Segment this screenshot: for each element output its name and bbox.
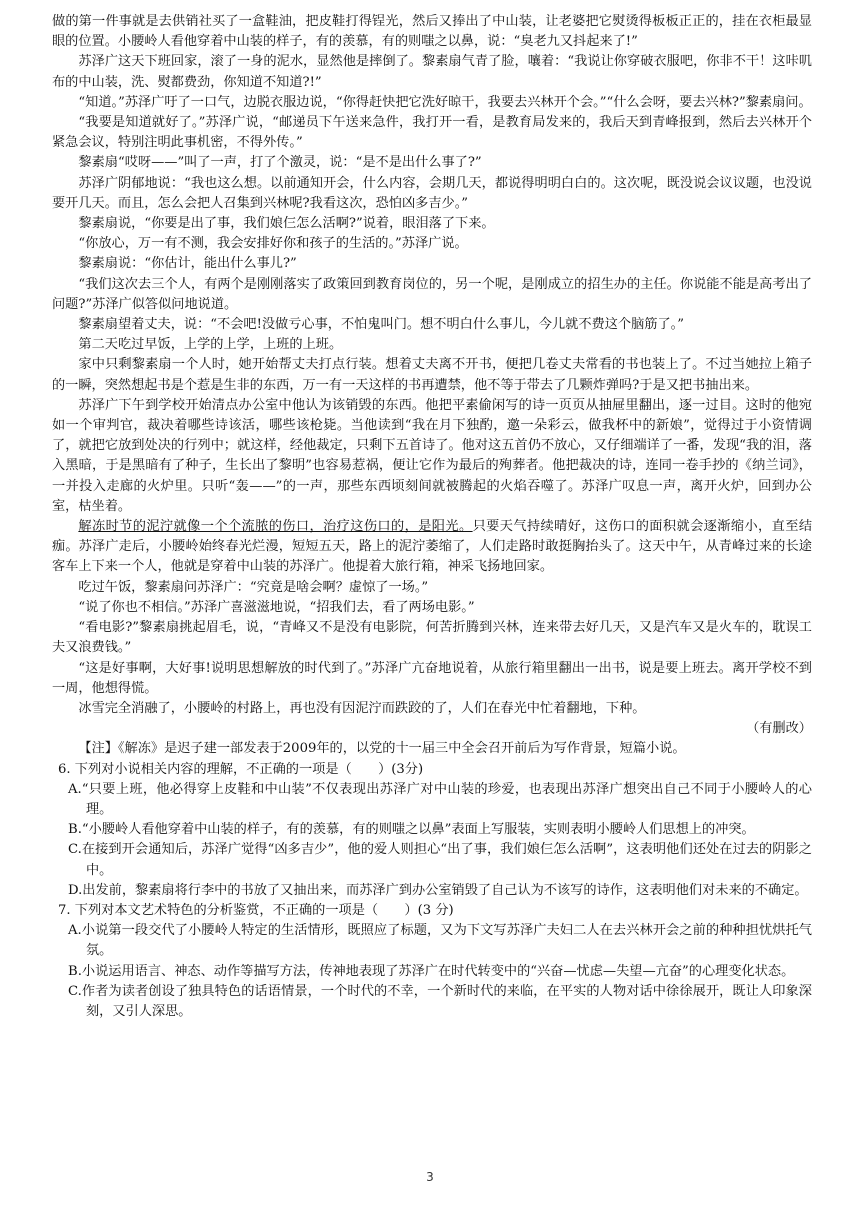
question-stem: 7. 下列对本文艺术特色的分析鉴赏，不正确的一项是（ ）(3 分): [58, 902, 454, 918]
option-b: B.小说运用语言、神态、动作等描写方法，传神地表现了苏泽广在时代转变中的“兴奋—忧虑—失望—亢奋”的心理变化状态。: [68, 963, 795, 979]
underlined-sentence: 解冻时节的泥泞就像一个个流脓的伤口，治疗这伤口的，是阳光。: [78, 519, 473, 535]
option-a: A.小说第一段交代了小腰岭人特定的生活情形，既照应了标题，又为下文写苏泽广夫妇二人在去兴林开会之前的种种担忧烘托气氛。: [68, 923, 812, 959]
paragraph: “你放心，万一有不测，我会安排好你和孩子的生活的。”苏泽广说。: [78, 236, 468, 252]
paragraph: [52, 517, 812, 578]
paragraph: “我们这次去三个人，有两个是刚刚落实了政策回到教育岗位的，另一个呢，是刚成立的招生办的主任。你说能不能是高考出了问题?”苏泽广似答似问地说道。: [52, 276, 812, 312]
question-7: [52, 901, 812, 1022]
paragraph: 做的第一件事就是去供销社买了一盒鞋油，把皮鞋打得锃光，然后又捧出了中山装，让老婆把它熨烫得板板正正的，挂在衣柜最显眼的位置。小腰岭人看他穿着中山装的样子，有的羡慕，有的则嗤之以鼻，说：“臭老九又抖起来了!”: [52, 14, 812, 50]
paragraph: “这是好事啊，大好事!说明思想解放的时代到了。”苏泽广亢奋地说着，从旅行箱里翻出一出书，说是要上班去。离开学校不到一周，他想得慌。: [52, 660, 812, 696]
annotation-note: 【注】《解冻》是迟子建一部发表于2009年的，以党的十一届三中全会召开前后为写作背景，短篇小说。: [78, 741, 686, 757]
option-d: D.出发前，黎素扇将行李中的书放了又抽出来，而苏泽广到办公室销毁了自己认为不该写的诗作，这表明他们对未来的不确定。: [68, 882, 808, 898]
question-6: [52, 760, 812, 901]
paragraph-rest: 只要天气持续晴好，这伤口的面积就会逐渐缩小，直至结痂。苏泽广走后，小腰岭始终春光烂漫，短短五天，路上的泥泞萎缩了，人们走路时敢挺胸抬头了。这天中午，从青峰过来的长途客车上下来一个人，他就是穿着中山装的苏泽广。他提着大旅行箱，神采飞扬地回家。: [52, 519, 813, 575]
page-number: 3: [426, 1170, 434, 1184]
option-b: B.“小腰岭人看他穿着中山装的样子，有的羡慕，有的则嗤之以鼻”表面上写服装，实则表明小腰岭人们思想上的冲突。: [68, 822, 755, 838]
paragraph: 吃过午饭，黎素扇问苏泽广：“究竟是啥会啊？虚惊了一场。”: [78, 579, 429, 595]
option-a: A.“只要上班，他必得穿上皮鞋和中山装”不仅表现出苏泽广对中山装的珍爱，也表现出苏泽广想突出自己不同于小腰岭人的心理。: [68, 781, 812, 817]
paragraph: 苏泽广这天下班回家，滚了一身的泥水，显然他是摔倒了。黎素扇气青了脸，嚷着：“我说让你穿破衣服吧，你非不干！这咔叽布的中山装，洗、熨都费劲，你知道不知道?!”: [52, 54, 812, 90]
document-page: [52, 12, 812, 1022]
story-body: [52, 12, 812, 719]
paragraph: “看电影?”黎素扇挑起眉毛，说，“青峰又不是没有电影院，何苦折腾到兴林，连来带去好几天，又是汽车又是火车的，耽误工夫又浪费钱。”: [52, 620, 812, 656]
option-c: C.作者为读者创设了独具特色的话语情景，一个时代的不幸，一个新时代的来临，在平实的人物对话中徐徐展开，既让人印象深刻，又引人深思。: [68, 983, 812, 1019]
paragraph: 苏泽广下午到学校开始清点办公室中他认为该销毁的东西。他把平素偷闲写的诗一页页从抽屉里翻出，逐一过目。这时的他宛如一个审判官，裁决着哪些诗该活，哪些该枪毙。当他读到“我在月下独酌，邀一朵彩云，做我杯中的新娘”，觉得过于小资情调了，就把它放到处决的行列中；就这样，经他裁定，只剩下五首诗了。他对这五首仍不放心，又仔细端详了一番，发现“我的泪，落入黑暗，于是黑暗有了种子，生长出了黎明”也容易惹祸，便让它作为最后的殉葬者。他把裁决的诗，连同一卷手抄的《纳兰词》，一并投入走廊的火炉里。只听“轰——”的一声，那些东西顷刻间就被腾起的火焰吞噬了。苏泽广叹息一声，离开火炉，回到办公室，枯坐着。: [52, 397, 812, 514]
paragraph: “我要是知道就好了。”苏泽广说，“邮递员下午送来急件，我打开一看，是教育局发来的，我后天到青峰报到，然后去兴林开个紧急会议，特别注明此事机密，不得外传。”: [52, 115, 812, 151]
paragraph: 黎素扇望着丈夫，说：“不会吧!没做亏心事，不怕鬼叫门。想不明白什么事儿，今儿就不费这个脑筋了。”: [78, 317, 685, 333]
paragraph: “知道。”苏泽广吁了一口气，边脱衣服边说，“你得赶快把它洗好晾干，我要去兴林开个会。”“什么会呀，要去兴林?”黎素扇问。: [78, 94, 812, 110]
paragraph: 第二天吃过早饭，上学的上学，上班的上班。: [78, 337, 343, 353]
source-note: （有删改）: [746, 721, 812, 737]
paragraph: 黎素扇说，“你要是出了事，我们娘仨怎么活啊?”说着，眼泪落了下来。: [78, 216, 495, 232]
paragraph: 黎素扇说：“你估计，能出什么事儿?”: [78, 256, 297, 272]
paragraph: 苏泽广阴郁地说：“我也这么想。以前通知开会，什么内容，会期几天，都说得明明白白的。这次呢，既没说会议议题，也没说要开几天。而且，怎么会把人召集到兴林呢?我看这次，恐怕凶多吉少。”: [52, 175, 812, 211]
question-stem: 6. 下列对小说相关内容的理解，不正确的一项是（ ）(3分): [58, 761, 424, 777]
option-c: C.在接到开会通知后，苏泽广觉得“凶多吉少”，他的爱人则担心“出了事，我们娘仨怎么活啊”，这表明他们还处在过去的阴影之中。: [68, 842, 812, 878]
paragraph: “说了你也不相信。”苏泽广喜滋滋地说，“招我们去，看了两场电影。”: [78, 599, 475, 615]
paragraph: 家中只剩黎素扇一个人时，她开始帮丈夫打点行装。想着丈夫离不开书，便把几卷丈夫常看的书也装上了。不过当她拉上箱子的一瞬，突然想起书是个惹是生非的东西，万一有一天这样的书再遭禁，他不等于带去了几颗炸弹吗?于是又把书抽出来。: [52, 357, 812, 393]
paragraph: 冰雪完全消融了，小腰岭的村路上，再也没有因泥泞而跌跤的了，人们在春光中忙着翻地，下种。: [78, 700, 646, 716]
paragraph: 黎素扇“哎呀——”叫了一声，打了个激灵，说：“是不是出什么事了?”: [78, 155, 482, 171]
